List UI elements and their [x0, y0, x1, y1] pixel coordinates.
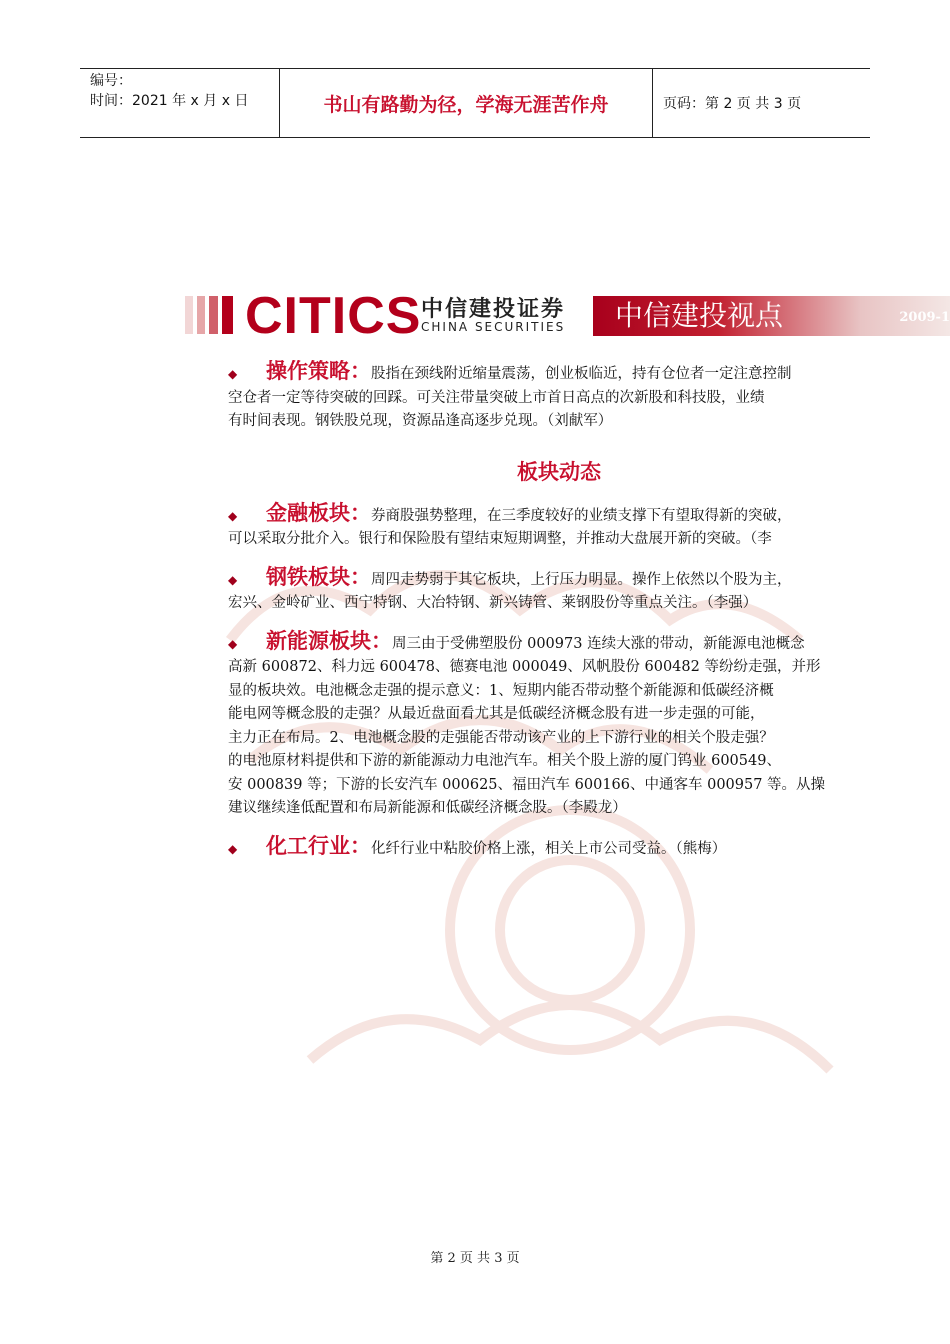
- section-text-line: 安 000839 等；下游的长安汽车 000625、福田汽车 600166、中通客车 000957 等。从操: [228, 776, 826, 793]
- section-text-line: 空仓者一定等待突破的回踩。可关注带量突破上市首日高点的次新股和科技股，业绩: [228, 389, 765, 406]
- company-name-cn: 中信建投证券: [421, 297, 566, 322]
- diamond-bullet-icon: ◆: [228, 636, 238, 651]
- page-footer: 第 2 页 共 3 页: [430, 1251, 520, 1266]
- section-new-energy: [228, 630, 950, 821]
- section-text-line: 化纤行业中粘胶价格上涨，相关上市公司受益。（熊梅）: [371, 840, 727, 857]
- section-text-line: 主力正在布局。2、电池概念股的走强能否带动该产业的上下游行业的相关个股走强？: [228, 729, 774, 746]
- section-finance: [228, 502, 950, 552]
- section-text-line: 的电池原材料提供和下游的新能源动力电池汽车。相关个股上游的厦门钨业 600549、: [228, 753, 781, 769]
- header-meta: [80, 69, 280, 137]
- section-text-line: 高新 600872、科力远 600478、德赛电池 000049、风帆股份 600482 等纷纷走强，并形: [228, 659, 821, 675]
- section-strategy: [228, 360, 950, 434]
- section-text-line: 券商股强势整理，在三季度较好的业绩支撑下有望取得新的突破，: [371, 507, 792, 524]
- section-text-line: 有时间表现。钢铁股兑现，资源品逢高逐步兑现。（刘献军）: [228, 413, 613, 429]
- diamond-bullet-icon: ◆: [228, 841, 238, 856]
- logo-stripes-icon: [185, 296, 240, 334]
- report-content: [228, 360, 950, 861]
- citics-logo: CITICS: [245, 287, 422, 345]
- section-text-line: 能电网等概念股的走强？从最近盘面看尤其是低碳经济概念股有进一步走强的可能，: [228, 706, 765, 722]
- section-text-line: 可以采取分批介入。银行和保险股有望结束短期调整，并推动大盘展开新的突破。（李: [228, 531, 772, 547]
- view-title: 中信建投视点: [615, 299, 784, 332]
- section-text-line: 周四走势弱于其它板块，上行压力明显。操作上依然以个股为主，: [371, 571, 792, 588]
- section-heading: 钢铁板块：: [266, 564, 371, 589]
- section-text-line: 周三由于受佛塑股份 000973 连续大涨的带动，新能源电池概念: [392, 635, 805, 652]
- section-title-text: 板块动态: [517, 459, 601, 484]
- diamond-bullet-icon: ◆: [228, 508, 238, 523]
- view-title-box: [593, 296, 950, 336]
- section-heading: 操作策略：: [266, 360, 371, 383]
- document-header: [80, 68, 870, 138]
- section-text-line: 股指在颈线附近缩量震荡，创业板临近，持有仓位者一定注意控制: [371, 366, 792, 382]
- banner-date: 2009-1: [899, 310, 950, 325]
- diamond-bullet-icon: ◆: [228, 367, 238, 381]
- section-heading: 金融板块：: [266, 500, 371, 525]
- section-heading: 新能源板块：: [266, 628, 392, 653]
- section-text-line: 建议继续逢低配置和布局新能源和低碳经济概念股。（李殿龙）: [228, 800, 627, 816]
- section-heading: 化工行业：: [266, 833, 371, 858]
- section-text-line: 显的板块效。电池概念走强的提示意义：1、短期内能否带动整个新能源和低碳经济概: [228, 682, 774, 699]
- document-number-label: 编号：: [90, 73, 132, 89]
- diamond-bullet-icon: ◆: [228, 572, 238, 587]
- section-chemical: [228, 835, 950, 862]
- citics-banner: [185, 287, 950, 345]
- header-page-info: 页码：第 2 页 共 3 页: [663, 96, 802, 112]
- header-motto: 书山有路勤为径，学海无涯苦作舟: [280, 69, 653, 137]
- section-text-line: 宏兴、金岭矿业、西宁特钢、大冶特钢、新兴铸管、莱钢股份等重点关注。（李强）: [228, 595, 758, 611]
- company-name-en: CHINA SECURITIES: [421, 320, 566, 334]
- section-steel: [228, 566, 950, 616]
- document-date: 时间：2021 年 x 月 x 日: [90, 93, 249, 109]
- section-title: [228, 456, 890, 486]
